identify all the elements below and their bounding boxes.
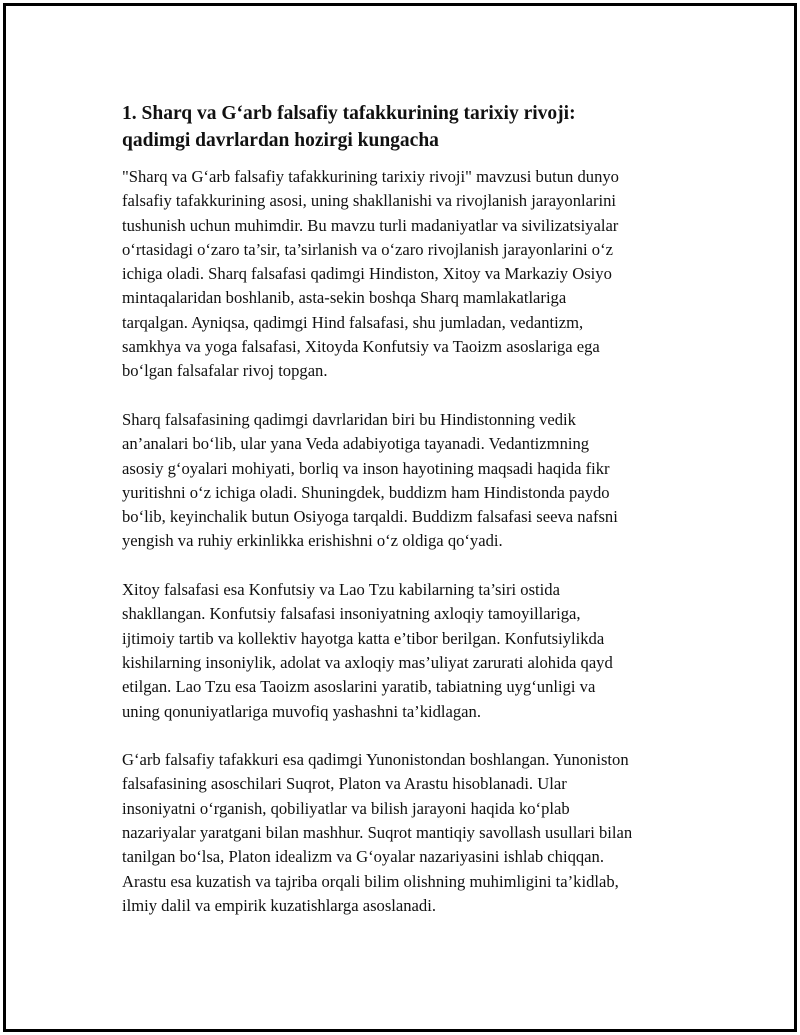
paragraph-line: Sharq falsafasining qadimgi davrlaridan biri bu Hindistonning vedik bbox=[122, 409, 576, 429]
paragraph-line: asosiy g‘oyalari mohiyati, borliq va inson hayotining maqsadi haqida fikr bbox=[122, 458, 610, 478]
heading-line: 1. Sharq va G‘arb falsafiy tafakkurining tarixiy rivoji: bbox=[122, 103, 576, 124]
paragraph-line: tushunish uchun muhimdir. Bu mavzu turli madaniyatlar va sivilizatsiyalar bbox=[122, 215, 619, 235]
paragraph-line: insoniyatni o‘rganish, qobiliyatlar va bilish jarayoni haqida ko‘plab bbox=[122, 798, 570, 818]
paragraph bbox=[122, 408, 702, 554]
paragraphs bbox=[122, 165, 702, 918]
paragraph-line: an’analari bo‘lib, ular yana Veda adabiyotiga tayanadi. Vedantizmning bbox=[122, 434, 590, 454]
paragraph-line: tarqalgan. Ayniqsa, qadimgi Hind falsafasi, shu jumladan, vedantizm, bbox=[122, 312, 584, 332]
paragraph-line: etilgan. Lao Tzu esa Taoizm asoslarini yaratib, tabiatning uyg‘unligi va bbox=[122, 677, 596, 697]
paragraph-line: Arastu esa kuzatish va tajriba orqali bilim olishning muhimligini ta’kidlab, bbox=[122, 871, 619, 891]
page-frame bbox=[3, 3, 797, 1032]
paragraph-line: tanilgan bo‘lsa, Platon idealizm va G‘oyalar nazariyasini ishlab chiqqan. bbox=[122, 847, 604, 867]
paragraph-line: uning qonuniyatlariga muvofiq yashashni ta’kidlagan. bbox=[122, 701, 481, 721]
paragraph-line: falsafasining asoschilari Suqrot, Platon va Arastu hisoblanadi. Ular bbox=[122, 774, 567, 794]
paragraph-line: bo‘lgan falsafalar rivoj topgan. bbox=[122, 361, 328, 381]
paragraph-line: ilmiy dalil va empirik kuzatishlarga asoslanadi. bbox=[122, 895, 436, 915]
paragraph-line: "Sharq va G‘arb falsafiy tafakkurining tarixiy rivoji" mavzusi butun dunyo bbox=[122, 167, 619, 186]
paragraph-line: G‘arb falsafiy tafakkuri esa qadimgi Yunonistondan boshlangan. Yunoniston bbox=[122, 750, 629, 770]
paragraph-line: shakllangan. Konfutsiy falsafasi insoniyatning axloqiy tamoyillariga, bbox=[122, 604, 581, 624]
paragraph-line: kishilarning insoniylik, adolat va axloqiy mas’uliyat zarurati alohida qayd bbox=[122, 652, 613, 672]
paragraph bbox=[122, 578, 702, 724]
paragraph-line: bo‘lib, keyinchalik butun Osiyoga tarqaldi. Buddizm falsafasi seeva nafsni bbox=[122, 507, 618, 527]
paragraph-line: ijtimoiy tartib va kollektiv hayotga katta e’tibor berilgan. Konfutsiylikda bbox=[122, 628, 605, 648]
paragraph-line: yuritishni o‘z ichiga oladi. Shuningdek, buddizm ham Hindistonda paydo bbox=[122, 482, 610, 502]
paragraph-line: ichiga oladi. Sharq falsafasi qadimgi Hindiston, Xitoy va Markaziy Osiyo bbox=[122, 264, 612, 284]
heading-line: qadimgi davrlardan hozirgi kungacha bbox=[122, 130, 439, 151]
paragraph bbox=[122, 165, 702, 384]
paragraph-line: nazariyalar yaratgani bilan mashhur. Suqrot mantiqiy savollash usullari bilan bbox=[122, 823, 633, 843]
paragraph-line: samkhya va yoga falsafasi, Xitoyda Konfutsiy va Taoizm asoslariga ega bbox=[122, 337, 600, 357]
section-heading bbox=[122, 100, 702, 154]
paragraph bbox=[122, 748, 702, 918]
paragraph-line: Xitoy falsafasi esa Konfutsiy va Lao Tzu kabilarning ta’siri ostida bbox=[122, 580, 560, 600]
paragraph-line: o‘rtasidagi o‘zaro ta’sir, ta’sirlanish va o‘zaro rivojlanish jarayonlarini o‘z bbox=[122, 239, 613, 259]
document-body bbox=[122, 100, 702, 943]
paragraph-line: mintaqalaridan boshlanib, asta-sekin boshqa Sharq mamlakatlariga bbox=[122, 288, 567, 308]
paragraph-line: yengish va ruhiy erkinlikka erishishni o‘z oldiga qo‘yadi. bbox=[122, 531, 503, 551]
paragraph-line: falsafiy tafakkurining asosi, uning shakllanishi va rivojlanish jarayonlarini bbox=[122, 191, 617, 211]
